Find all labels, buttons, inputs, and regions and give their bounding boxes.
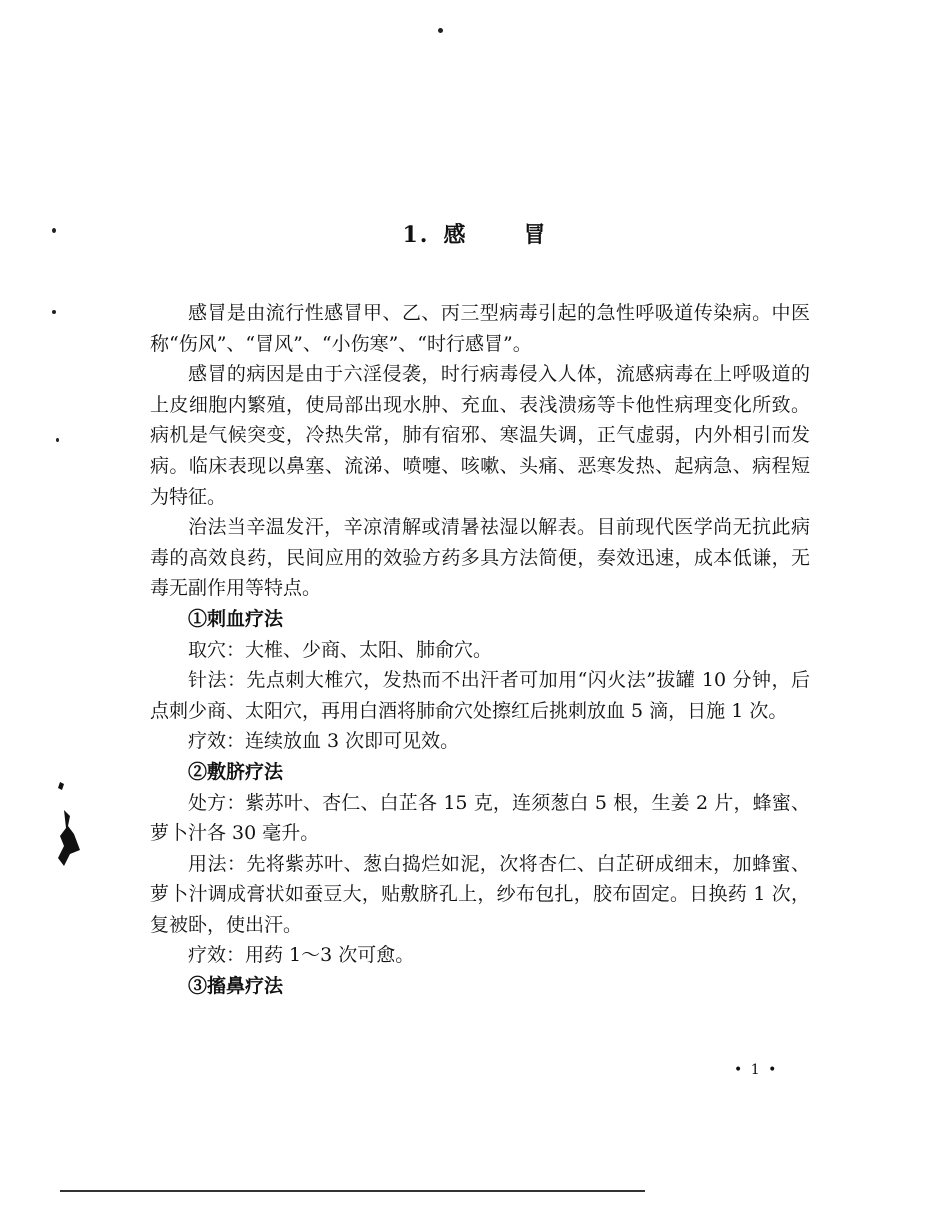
scan-edge-line [60,1190,645,1192]
scan-speck [56,438,59,442]
paragraph: 疗效：用药 1～3 次可愈。 [188,944,415,967]
scan-speck [438,28,443,33]
section-heading: ③搐鼻疗法 [188,975,284,998]
chapter-number: 1. [402,222,430,248]
chapter-title-char: 感 [443,222,468,248]
section-heading: ①刺血疗法 [188,607,284,630]
page-number: • 1 • [734,1062,779,1078]
chapter-title [0,218,950,249]
paragraph: 处方：紫苏叶、杏仁、白芷各 15 克，连须葱白 5 根，生姜 2 片，蜂蜜、萝卜汁各 30 毫升。 [150,791,810,845]
paragraph: 治法当辛温发汗，辛凉清解或清暑祛湿以解表。目前现代医学尚无抗此病毒的高效良药，民间应用的效验方药多具方法简便，奏效迅速，成本低谦，无毒无副作用等特点。 [150,516,810,600]
paragraph: 取穴：大椎、少商、太阳、肺俞穴。 [188,638,493,661]
ink-blot [50,780,90,870]
paragraph: 感冒的病因是由于六淫侵袭，时行病毒侵入人体，流感病毒在上呼吸道的上皮细胞内繁殖，使局部出现水肿、充血、表浅溃疡等卡他性病理变化所致。病机是气候突变，冷热失常，肺有宿邪、寒温失调，正气虚弱，内外相引而发病。临床表现以鼻塞、流涕、喷嚏、咳嗽、头痛、恶寒发热、起病急、病程短为特征。 [150,363,810,508]
paragraph: 疗效：连续放血 3 次即可见效。 [188,730,460,753]
body-text [150,298,810,1002]
section-heading: ②敷脐疗法 [188,760,284,783]
scan-speck [52,310,56,314]
paragraph: 感冒是由流行性感冒甲、乙、丙三型病毒引起的急性呼吸道传染病。中医称“伤风”、“冒风”、“小伤寒”、“时行感冒”。 [150,302,810,355]
paragraph: 针法：先点刺大椎穴，发热而不出汗者可加用“闪火法”拔罐 10 分钟，后点刺少商、太阳穴，再用白酒将肺俞穴处擦红后挑刺放血 5 滴，日施 1 次。 [150,669,810,722]
paragraph: 用法：先将紫苏叶、葱白捣烂如泥，次将杏仁、白芷研成细末，加蜂蜜、萝卜汁调成膏状如蚕豆大，贴敷脐孔上，纱布包扎，胶布固定。日换药 1 次，复被卧，使出汗。 [150,852,810,936]
chapter-title-char: 冒 [523,222,548,248]
